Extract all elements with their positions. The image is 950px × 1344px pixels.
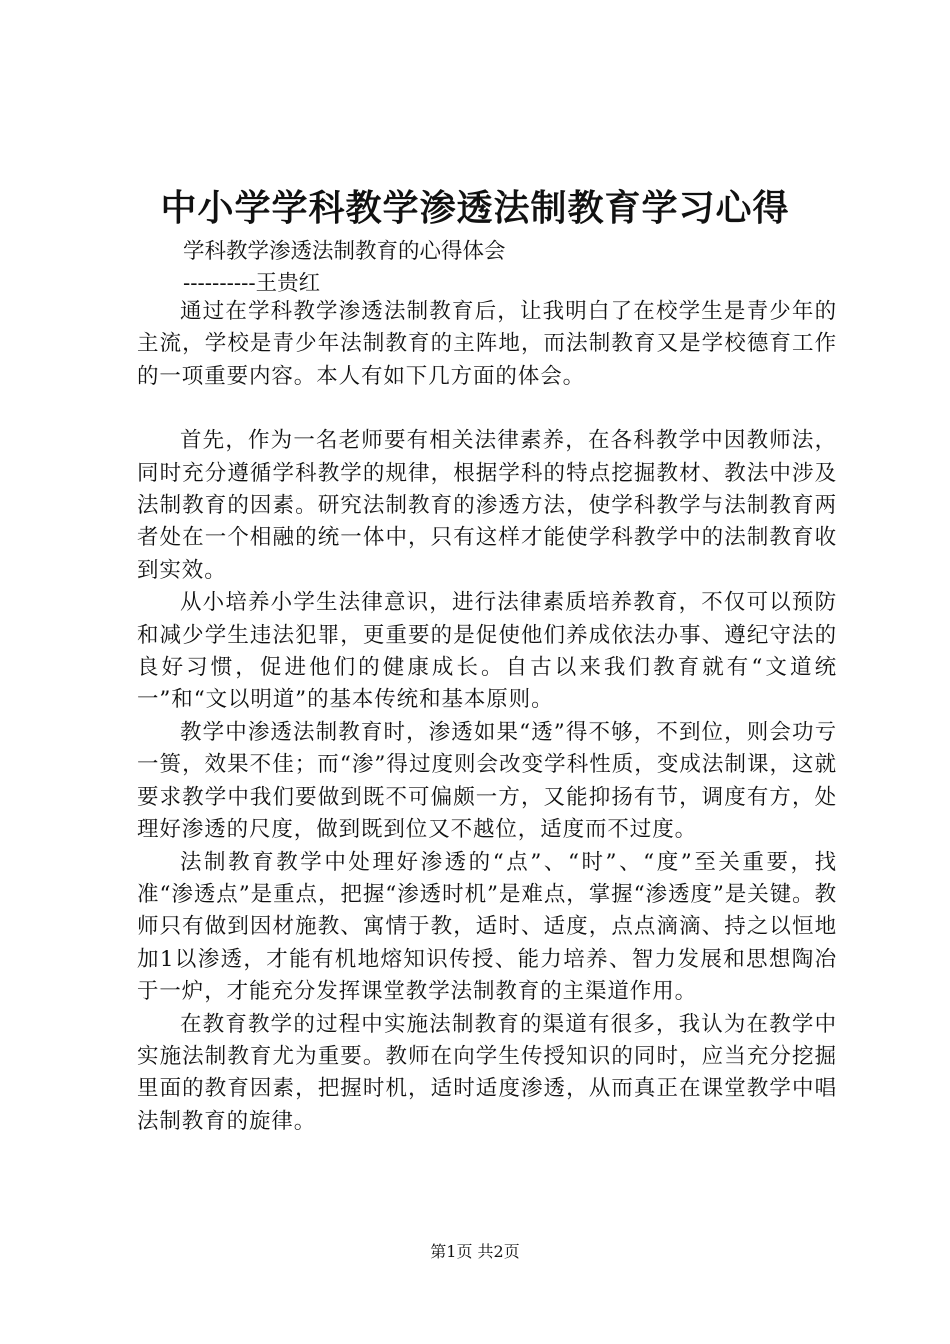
paragraph-intro: 通过在学科教学渗透法制教育后，让我明白了在校学生是青少年的主流，学校是青少年法制教育的主阵地，而法制教育又是学校德育工作的一项重要内容。本人有如下几方面的体会。: [137, 299, 837, 389]
page-footer: 第1页 共2页: [430, 1242, 520, 1261]
paragraph-key-points: 法制教育教学中处理好渗透的“点”、“时”、“度”至关重要，找准“渗透点”是重点，把握“渗透时机”是难点，掌握“渗透度”是关键。教师只有做到因材施教、寓情于教，适时、适度，点点滴滴、持之以恒地加1以渗透，才能有机地熔知识传授、能力培养、智力发展和思想陶冶于一炉，才能充分发挥课堂教学法制教育的主渠道作用。: [137, 849, 837, 1005]
paragraph-teacher-literacy: 首先，作为一名老师要有相关法律素养，在各科教学中因教师法，同时充分遵循学科教学的规律，根据学科的特点挖掘教材、教法中涉及法制教育的因素。研究法制教育的渗透方法，使学科教学与法制教育两者处在一个相融的统一体中，只有这样才能使学科教学中的法制教育收到实效。: [137, 428, 837, 583]
paragraph-gap: [137, 393, 837, 425]
document-subtitle: 学科教学渗透法制教育的心得体会: [183, 239, 506, 264]
document-title: 中小学学科教学渗透法制教育学习心得: [160, 187, 790, 229]
author-line: ----------王贵红: [183, 271, 321, 296]
paragraph-channels: 在教育教学的过程中实施法制教育的渠道有很多，我认为在教学中实施法制教育尤为重要。教师在向学生传授知识的同时，应当充分挖掘里面的教育因素，把握时机，适时适度渗透，从而真正在课堂教学中唱法制教育的旋律。: [137, 1011, 837, 1134]
paragraph-degree: 教学中渗透法制教育时，渗透如果“透”得不够，不到位，则会功亏一篑，效果不佳；而“渗”得过度则会改变学科性质，变成法制课，这就要求教学中我们要做到既不可偏颇一方，又能抑扬有节，调度有方，处理好渗透的尺度，做到既到位又不越位，适度而不过度。: [137, 719, 837, 843]
paragraph-legal-awareness: 从小培养小学生法律意识，进行法律素质培养教育，不仅可以预防和减少学生违法犯罪，更重要的是促使他们养成依法办事、遵纪守法的良好习惯，促进他们的健康成长。自古以来我们教育就有“文道统一”和“文以明道”的基本传统和基本原则。: [137, 590, 837, 713]
document-body: [137, 296, 837, 1138]
